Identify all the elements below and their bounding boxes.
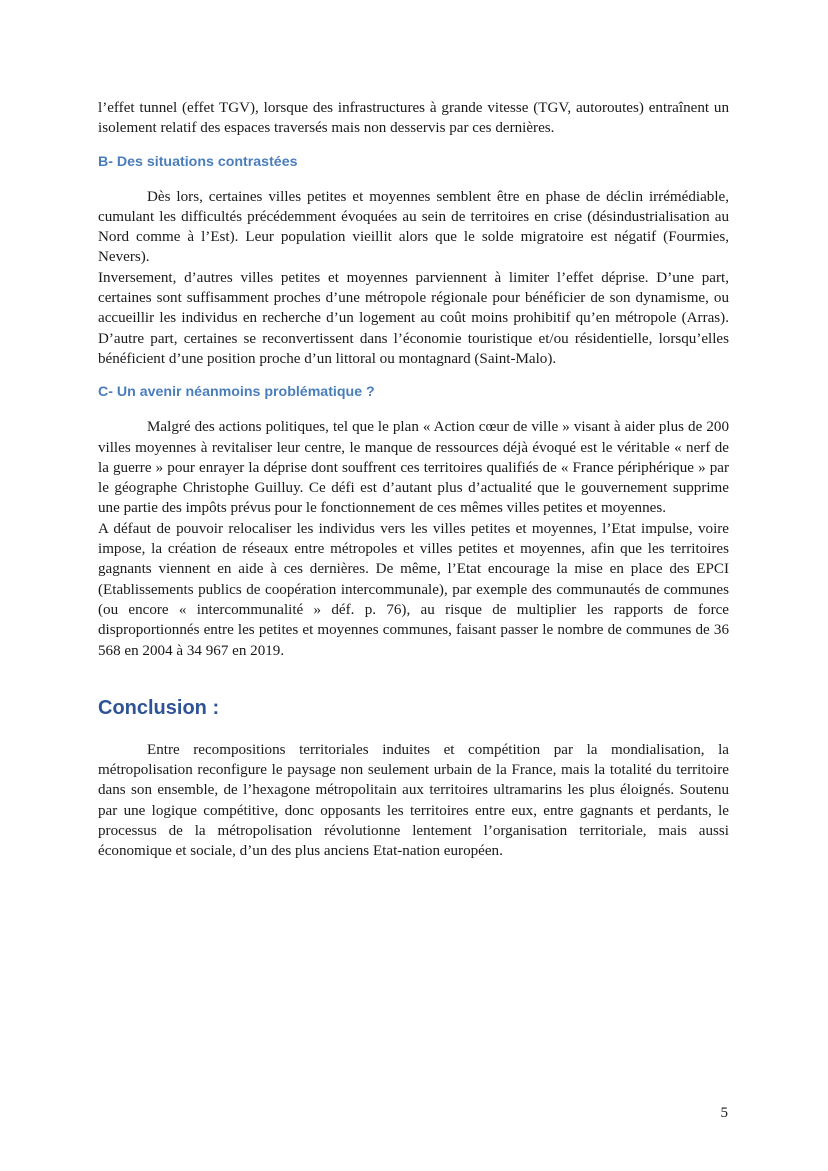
page-number: 5 xyxy=(720,1105,728,1121)
conclusion-paragraph: Entre recompositions territoriales induites et compétition par la mondialisation, la métropolisation reconfigure le paysage non seulement urbain de la France, mais la totalité du territoire dans son ensemble, de l’hexagone métropolitain aux territoires ultramarins les plus éloignés. Soutenu par une logique compétitive, donc opposants les territoires entre eux, entre gagnants et perdants, le processus de la métropolisation révolutionne lentement l’organisation territoriale, mais aussi économique et sociale, d’un des plus anciens Etat-nation européen. xyxy=(98,741,729,860)
section-b-heading: B- Des situations contrastées xyxy=(98,153,298,170)
section-b-paragraph-1: Dès lors, certaines villes petites et moyennes semblent être en phase de déclin irrémédiable, cumulant les difficultés précédemment évoquées au sein de territoires en crise (désindustrialisation au Nord comme à l’Est). Leur population vieillit alors que le solde migratoire est négatif (Fourmies, Nevers). xyxy=(98,188,729,266)
section-b-paragraph-2: Inversement, d’autres villes petites et moyennes parviennent à limiter l’effet déprise. D’une part, certaines sont suffisamment proches d’une métropole régionale pour bénéficier de son dynamisme, ou accueillir les individus en recherche d’un logement au coût moins prohibitif qu’en métropole (Arras). D’autre part, certaines se reconvertissent dans l’économie touristique et/ou résidentielle, lorsqu’elles bénéficient d’une position proche d’un littoral ou montagnard (Saint-Malo). xyxy=(98,269,729,367)
section-c-paragraph-2: A défaut de pouvoir relocaliser les individus vers les villes petites et moyennes, l’Etat impulse, voire impose, la création de réseaux entre métropoles et villes petites et moyennes, afin que les territoires gagnants viennent en aide à ces dernières. De même, l’Etat encourage la mise en place des EPCI (Etablissements publics de coopération intercommunale), par exemple des communautés de communes (ou encore « intercommunalité » déf. p. 76), au risque de multiplier les rapports de force disproportionnés entre les petites et moyennes communes, faisant passer le nombre de communes de 36 568 en 2004 à 34 967 en 2019. xyxy=(98,520,729,659)
section-c-paragraph-1: Malgré des actions politiques, tel que le plan « Action cœur de ville » visant à aider plus de 200 villes moyennes à revitaliser leur centre, le manque de ressources déjà évoqué est le véritable « nerf de la guerre » pour enrayer la déprise dont souffrent ces territoires qualifiés de « France périphérique » par le géographe Christophe Guilluy. Ce défi est d’autant plus d’actualité que le gouvernement supprime une partie des impôts prévus pour le fonctionnement de ces mêmes villes petites et moyennes. xyxy=(98,419,729,517)
conclusion-heading: Conclusion : xyxy=(98,696,220,719)
document-page xyxy=(98,98,729,862)
intro-paragraph: l’effet tunnel (effet TGV), lorsque des infrastructures à grande vitesse (TGV, autoroutes) entraînent un isolement relatif des espaces traversés mais non desservis par ces dernières. xyxy=(98,100,729,137)
section-c-heading: C- Un avenir néanmoins problématique ? xyxy=(98,384,375,401)
